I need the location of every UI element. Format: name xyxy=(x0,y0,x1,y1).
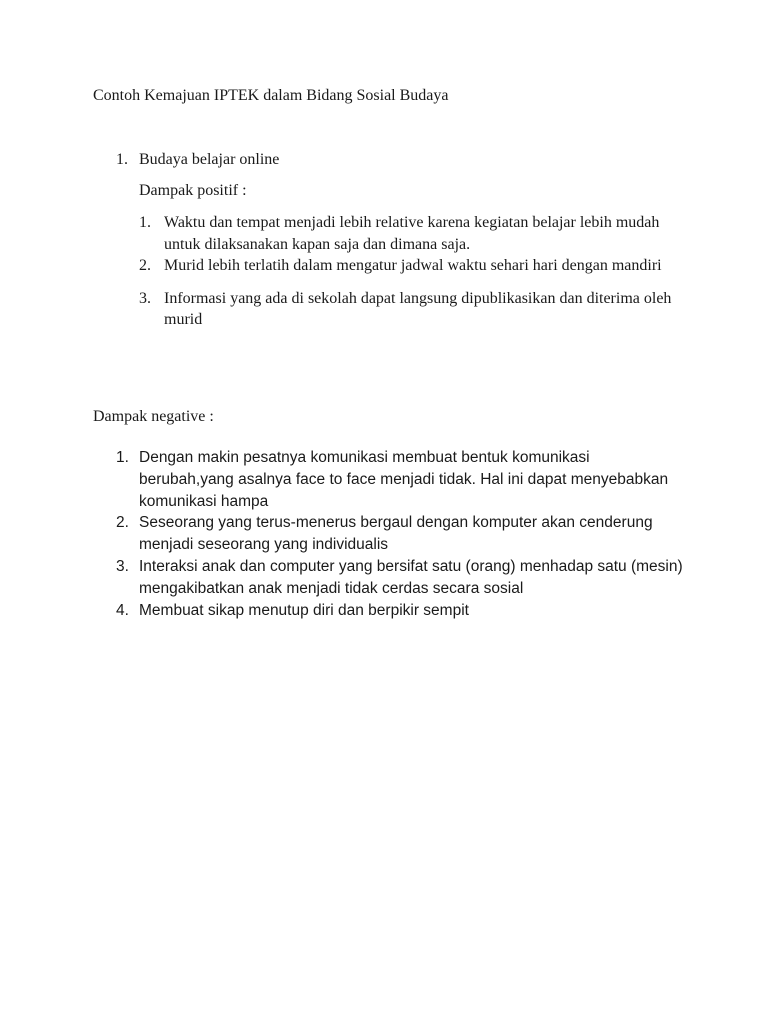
list-item xyxy=(116,512,686,556)
negative-impact-heading: Dampak negative : xyxy=(93,408,214,425)
list-item-text: Seseorang yang terus-menerus bergaul dengan komputer akan cenderung menjadi seseorang yang individualis xyxy=(139,514,653,554)
negative-impact-list xyxy=(116,447,686,621)
list-item xyxy=(116,600,686,622)
list-item-text: Interaksi anak dan computer yang bersifat satu (orang) menhadap satu (mesin) mengakibatkan anak menjadi tidak cerdas secara sosial xyxy=(139,557,683,597)
list-item-number: 2. xyxy=(139,257,151,274)
positive-impact-list xyxy=(139,212,679,331)
list-item-number: 3. xyxy=(116,557,129,575)
list-item-number: 1. xyxy=(139,214,151,231)
list-item xyxy=(116,447,686,512)
list-item-text: Informasi yang ada di sekolah dapat langsung dipublikasikan dan diterima oleh murid xyxy=(164,289,672,328)
list-item-number: 2. xyxy=(116,514,129,532)
list-item-number: 1. xyxy=(116,449,129,466)
list-item-text: Murid lebih terlatih dalam mengatur jadwal waktu sehari hari dengan mandiri xyxy=(164,257,662,274)
section-heading-row xyxy=(116,149,696,170)
positive-impact-heading: Dampak positif : xyxy=(139,182,247,199)
section-number: 1. xyxy=(116,151,128,168)
section-heading: Budaya belajar online xyxy=(139,151,280,168)
list-item-text: Dengan makin pesatnya komunikasi membuat bentuk komunikasi berubah,yang asalnya face to face menjadi tidak. Hal ini dapat menyebabkan komunikasi hampa xyxy=(139,449,669,510)
document-title: Contoh Kemajuan IPTEK dalam Bidang Sosial Budaya xyxy=(93,87,449,104)
section-learning-online xyxy=(116,149,696,170)
list-item xyxy=(139,255,679,277)
list-item-number: 4. xyxy=(116,601,129,619)
list-item-text: Membuat sikap menutup diri dan berpikir sempit xyxy=(139,601,469,619)
list-item xyxy=(139,288,679,331)
list-item xyxy=(116,556,686,600)
list-item-text: Waktu dan tempat menjadi lebih relative karena kegiatan belajar lebih mudah untuk dilaksanakan kapan saja dan dimana saja. xyxy=(164,214,660,253)
list-item xyxy=(139,212,679,255)
list-item-number: 3. xyxy=(139,289,151,307)
